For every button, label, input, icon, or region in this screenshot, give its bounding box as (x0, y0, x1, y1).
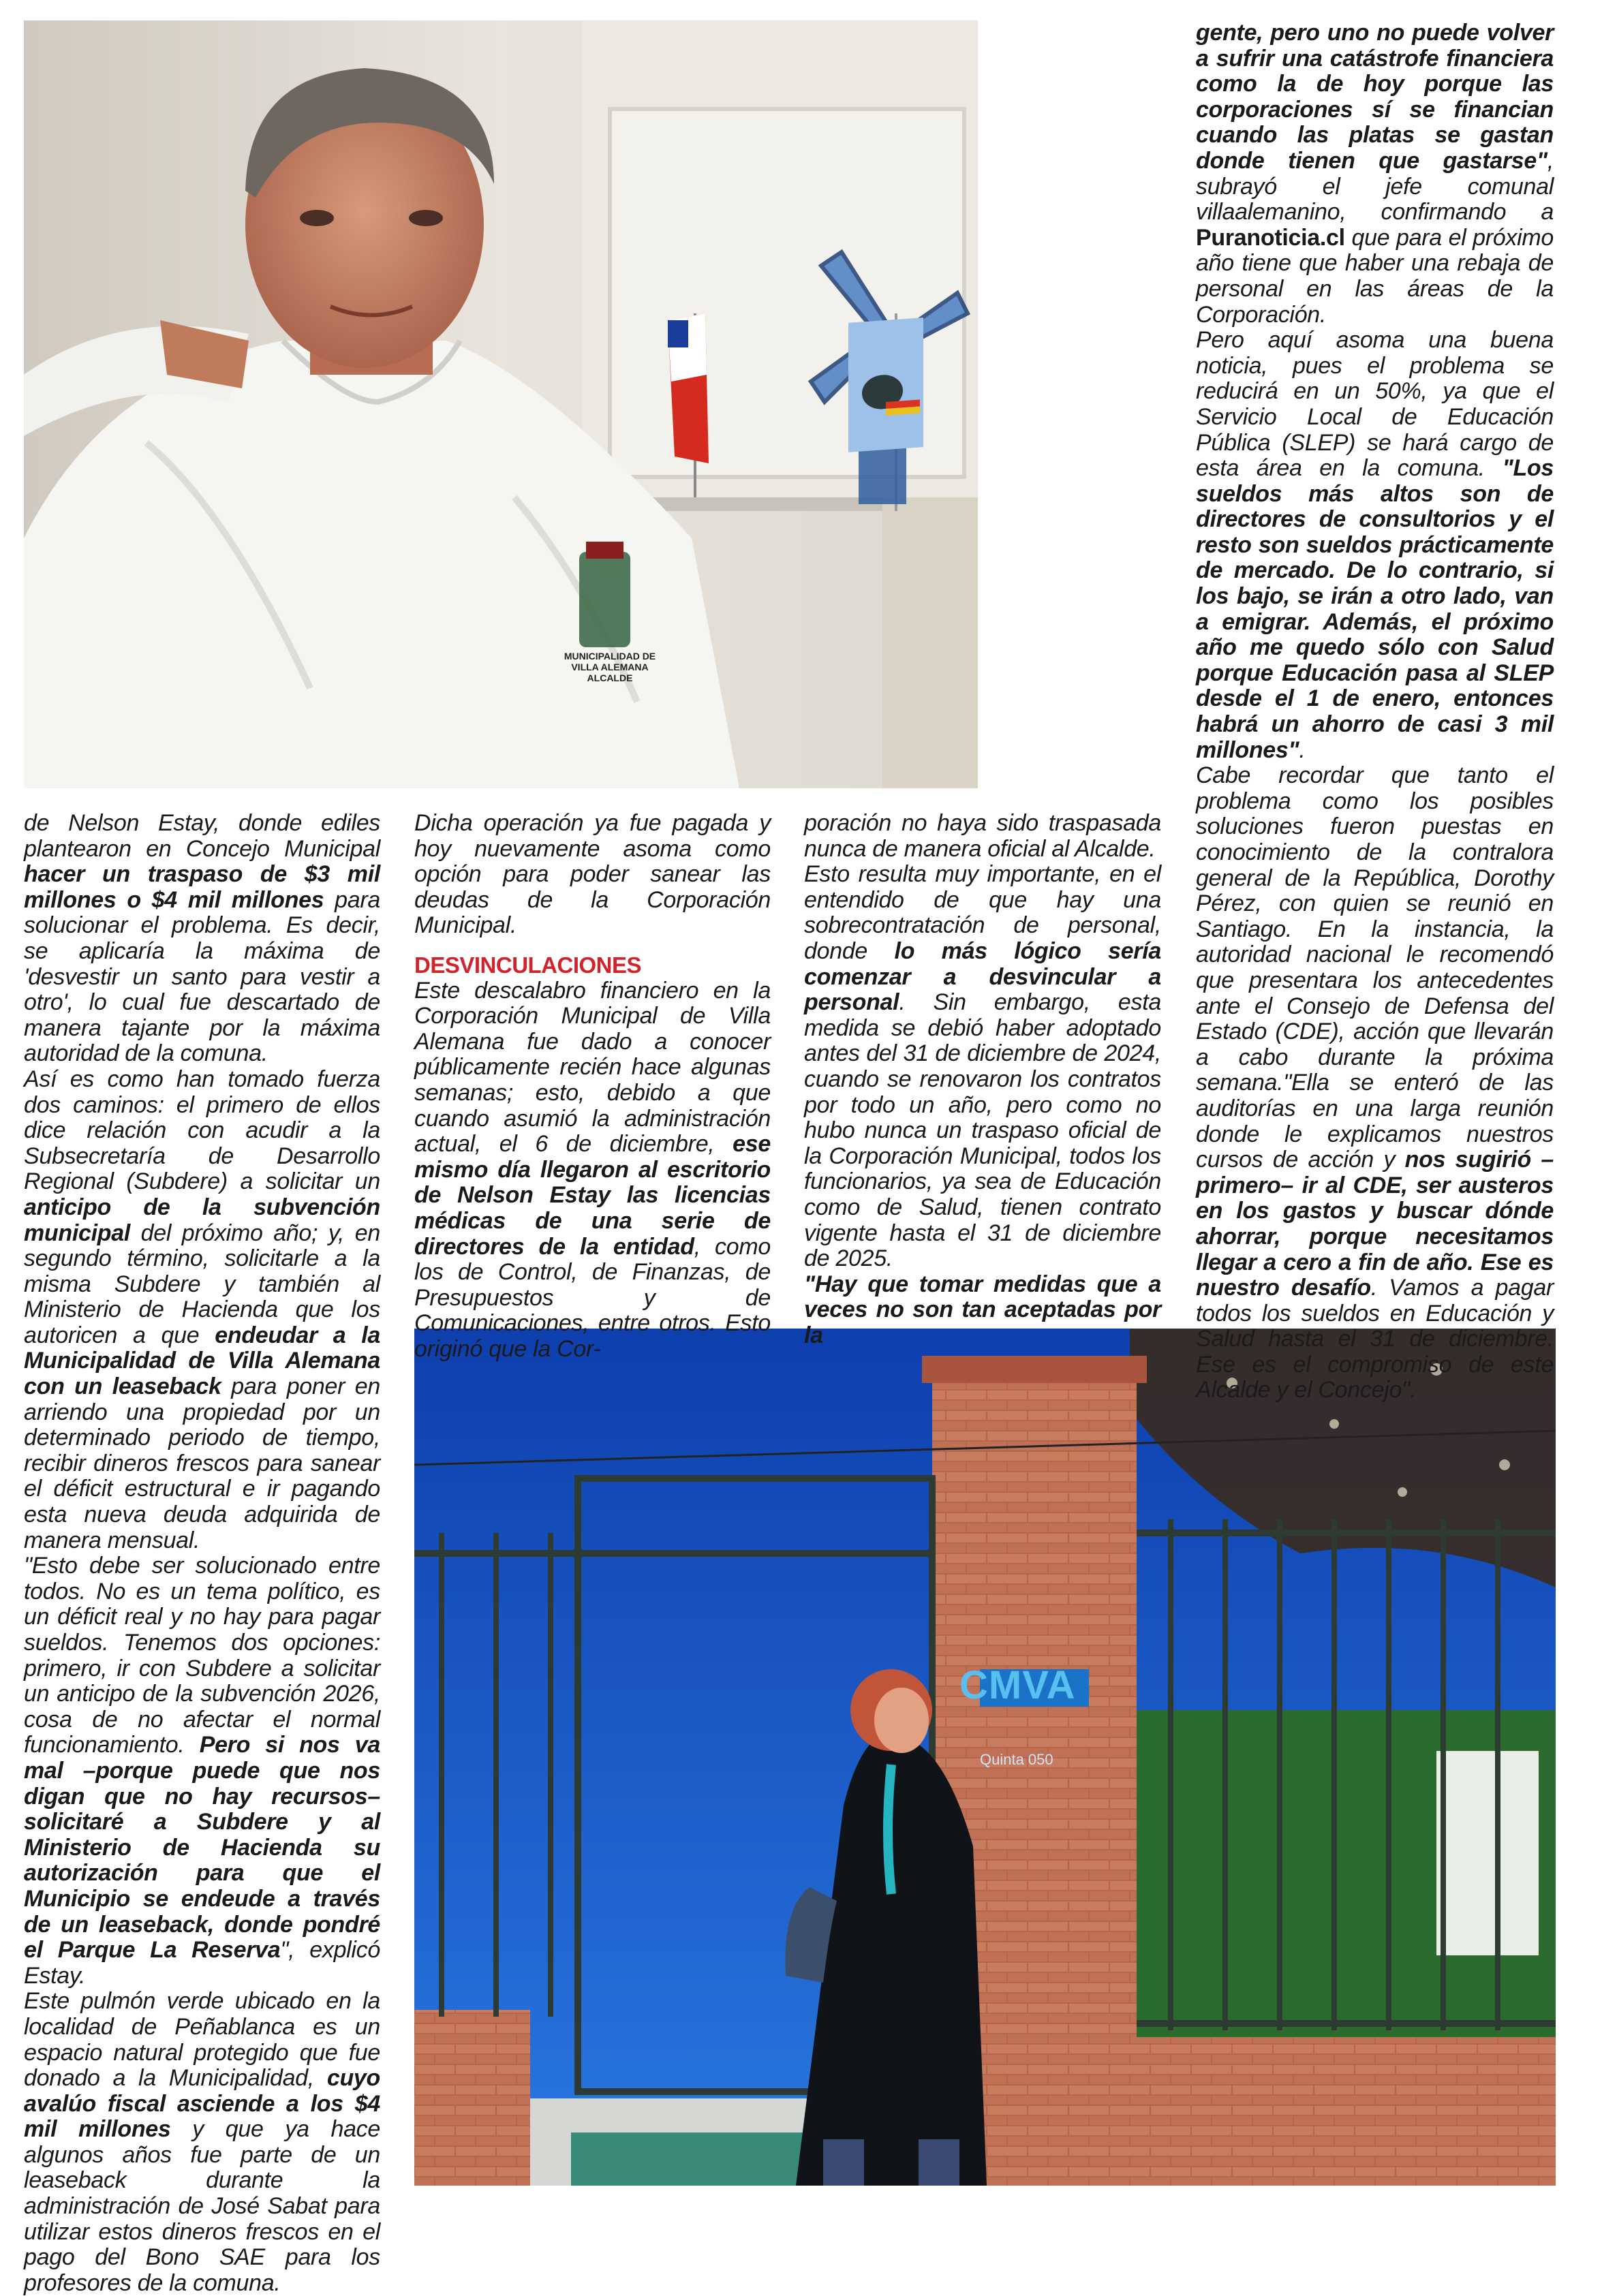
text-run: . (1299, 736, 1306, 763)
article-column-2 (414, 811, 771, 1362)
section-heading: DESVINCULACIONES (414, 952, 642, 978)
text-run: . Sin embargo, esta medida se debió haber adoptado antes del 31 de diciembre de 2024, cuando se renovaron los contratos por todo un año, pero como no hubo nunca un traspaso oficial de la Corporación Municipal, todos los funcionarios, ya sea de Educación como de Salud, tienen contrato vigente hasta el 31 de diciembre de 2025. (804, 989, 1161, 1272)
bold-text-run: anticipo de la subvención municipal (24, 1194, 380, 1246)
cmva-sign-subtext: Quinta 050 (980, 1751, 1053, 1768)
article-column-4 (1196, 20, 1554, 1403)
text-run: "Esto debe ser solucionado entre todos. No es un tema político, es un déficit real y no hay para pagar sueldos. Tenemos dos opciones: primero, ir con Subdere a solicitar un anticipo de la subvención 2026, cosa de no afectar el normal funcionamiento. (24, 1553, 380, 1758)
bold-text-run: "Hay que tomar medidas que a veces no son tan aceptadas por la (804, 1271, 1161, 1348)
text-run: , subrayó el jefe comunal villaalemanino, confirmando a (1196, 147, 1554, 226)
commune-flag (848, 317, 923, 452)
bold-text-run: gente, pero uno no puede volver a sufrir una catástrofe financiera como la de hoy porque las corporaciones sí se financian cuando las platas se gastan donde tienen que gastarse" (1196, 20, 1554, 174)
text-run: Este pulmón verde ubicado en la localidad de Peñablanca es un espacio natural protegido que fue donado a la Municipalidad, (24, 1988, 380, 2092)
text-run: que para el próximo año tiene que haber una rebaja de personal en las áreas de la Corporación. (1196, 224, 1554, 328)
bold-text-run: nos sugirió –primero– ir al CDE, ser austeros en los gastos y buscar dónde ahorrar, porque necesitamos llegar a cero a fin de año. Ese es nuestro desafío (1196, 1147, 1554, 1301)
shirt-logo-text: MUNICIPALIDAD DE VILLA ALEMANA ALCALDE (564, 651, 656, 683)
text-run: para solucionar el problema. Es decir, se aplicaría la máxima de 'desvestir un santo para vestir a otro', lo cual fue descartado de manera tajante por la máxima autoridad de la comuna. (24, 886, 380, 1067)
text-run: para poner en arriendo una propiedad por un determinado periodo de tiempo, recibir dineros frescos para sanear el déficit estructural e ir pagando esta nueva deuda adquirida de manera mensual. (24, 1374, 381, 1553)
bold-text-run: lo más lógico sería comenzar a desvincular a personal (804, 937, 1161, 1016)
text-run: Así es como han tomado fuerza dos caminos: el primero de ellos dice relación con acudir a la Subsecretaría de Desarrollo Regional (Subdere) a solicitar un (24, 1066, 380, 1195)
bold-text-run: "Los sueldos más altos son de directores de consultorios y el resto son sueldos prácticamente de mercado. De lo contrario, si los bajo, se irán a otro lado, van a emigrar. Además, el próximo año me quedo sólo con Salud porque Educación pasa al SLEP desde el 1 de enero, entonces habrá un ahorro de casi 3 mil millones" (1196, 455, 1554, 763)
text-run: Cabe recordar que tanto el problema como los posibles soluciones fueron puestas en conocimiento de la contralora general de la República, Dorothy Pérez, con quien se reunió en Santiago. En la instancia, la autoridad nacional le recomendó que presentara los antecedentes ante el Consejo de Defensa del Estado (CDE), acción que llevarán a cabo durante la próxima semana."Ella se enteró de las auditorías en una larga reunión donde le explicamos nuestros cursos de acción y (1196, 762, 1554, 1173)
text-run: y que ya hace algunos años fue parte de un leaseback durante la administración de José Sabat para utilizar estos dineros frescos en el pago del Bono SAE para los profesores de la comuna. (24, 2116, 380, 2296)
cmva-building-photo (414, 1329, 1556, 2186)
text-run: poración no haya sido traspasada nunca de manera oficial al Alcalde. (804, 810, 1161, 862)
article-column-1 (24, 811, 380, 2296)
bold-text-run: hacer un traspaso de $3 mil millones o $4 mil millones (24, 861, 380, 913)
bold-text-run: Pero si nos va mal –porque puede que nos digan que no hay recursos– solicitaré a Subdere y al Ministerio de Hacienda su autorización para que el Municipio se endeude a través de un leaseback, donde pondré el Parque La Reserva (24, 1732, 380, 1964)
text-run: del próximo año; y, en segundo término, solicitarle a la misma Subdere y también al Ministerio de Hacienda que los autoricen a que (24, 1220, 380, 1348)
text-run: . Vamos a pagar todos los sueldos en Educación y Salud hasta el 31 de diciembre. Ese es el compromiso de este Alcalde y el Concejo". (1196, 1275, 1554, 1403)
article-column-3 (804, 811, 1161, 1348)
bold-text-run: cuyo avalúo fiscal asciende a los $4 mil millones (24, 2065, 380, 2143)
text-run: Pero aquí asoma una buena noticia, pues el problema se reducirá en un 50%, ya que el Servicio Local de Educación Pública (SLEP) se hará cargo de esta área en la comuna. (1196, 327, 1554, 482)
bold-text-run: Puranoticia.cl (1196, 224, 1345, 251)
text-run: de Nelson Estay, donde ediles plantearon en Concejo Municipal (24, 810, 380, 862)
bold-text-run: endeudar a la Municipalidad de Villa Alemana con un leaseback (24, 1322, 381, 1400)
bold-text-run: ese mismo día llegaron al escritorio de Nelson Estay las licencias médicas de una serie de directores de la entidad (414, 1131, 771, 1260)
text-run: Dicha operación ya fue pagada y hoy nuevamente asoma como opción para poder sanear las deudas de la Corporación Municipal. (414, 810, 771, 939)
mayor-portrait-photo (24, 20, 978, 788)
cmva-sign-text: CMVA (959, 1663, 1076, 1707)
text-run: ", explicó Estay. (24, 1937, 380, 1989)
text-run: , como los de Control, de Finanzas, de Presupuestos y de Comunicaciones, entre otros. Esto originó que la Cor- (414, 1233, 771, 1362)
text-run: Este descalabro financiero en la Corporación Municipal de Villa Alemana fue dado a conocer públicamente recién hace algunas semanas; esto, debido a que cuando asumió la administración actual, el 6 de diciembre, (414, 977, 771, 1158)
text-run: Esto resulta muy importante, en el entendido de que hay una sobrecontratación de personal, donde (804, 861, 1161, 964)
